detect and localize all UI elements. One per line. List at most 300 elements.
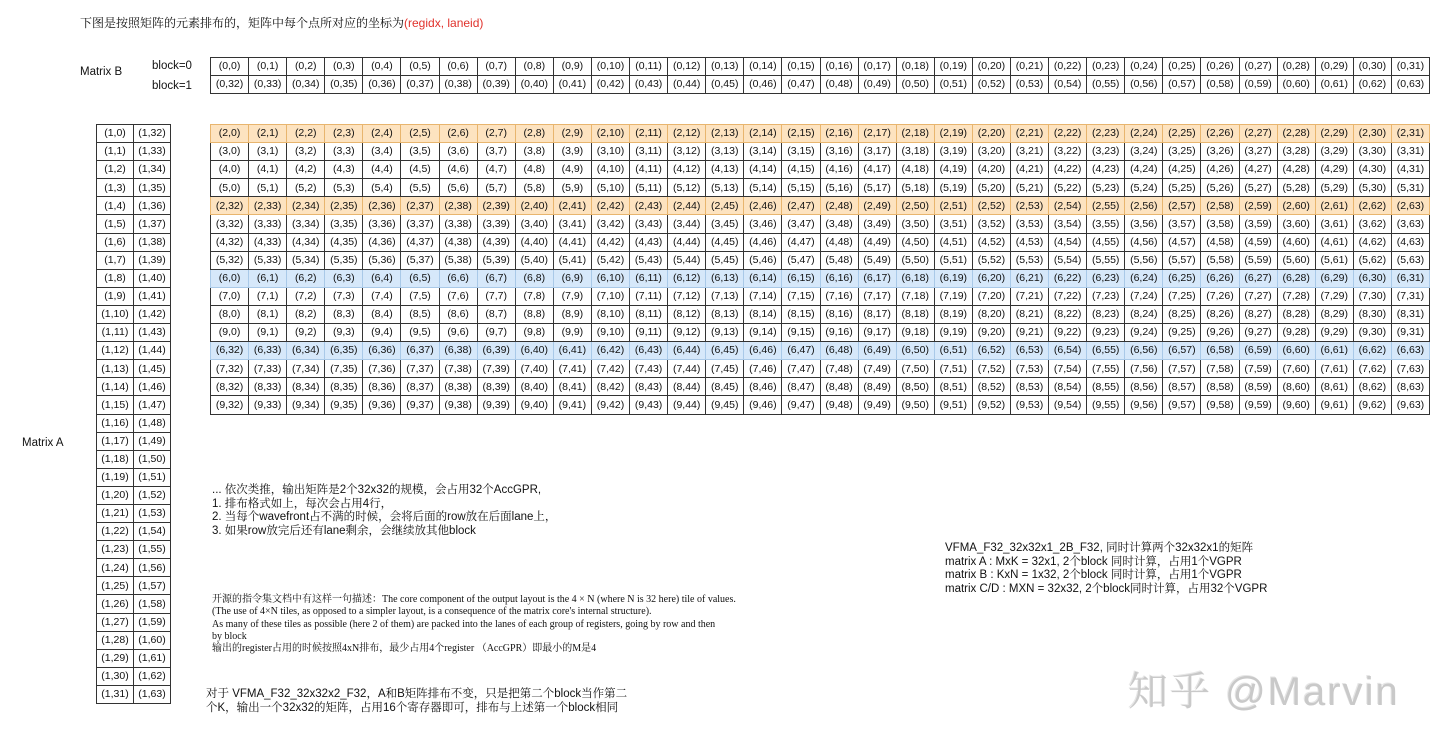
- matrix-cell: (7,32): [211, 360, 249, 378]
- matrix-cell: (9,7): [477, 324, 515, 342]
- matrix-cell: (7,17): [858, 287, 896, 305]
- matrix-cell: (6,21): [1010, 269, 1048, 287]
- matrix-cell: (5,35): [325, 251, 363, 269]
- matrix-cell: (6,9): [553, 269, 591, 287]
- matrix-cell: (6,51): [934, 342, 972, 360]
- matrix-cell: (4,53): [1010, 233, 1048, 251]
- matrix-cell: (5,18): [896, 179, 934, 197]
- matrix-cell: (0,13): [706, 58, 744, 76]
- matrix-cell: (7,35): [325, 360, 363, 378]
- matrix-a-row: [97, 613, 171, 631]
- matrix-cell: (7,62): [1353, 360, 1391, 378]
- matrix-cell: (7,29): [1315, 287, 1353, 305]
- matrix-cell: (6,28): [1277, 269, 1315, 287]
- matrix-cell: (1,7): [97, 251, 134, 269]
- matrix-cell: (9,58): [1201, 396, 1239, 414]
- matrix-cell: (7,46): [744, 360, 782, 378]
- matrix-cell: (9,36): [363, 396, 401, 414]
- matrix-cell: (8,11): [630, 305, 668, 323]
- matrix-cell: (7,51): [934, 360, 972, 378]
- matrix-cell: (1,32): [134, 125, 171, 143]
- matrix-cell: (8,56): [1125, 378, 1163, 396]
- matrix-a-table: [96, 124, 171, 704]
- matrix-cell: (7,37): [401, 360, 439, 378]
- matrix-cell: (9,37): [401, 396, 439, 414]
- matrix-cell: (4,50): [896, 233, 934, 251]
- matrix-cell: (3,13): [706, 143, 744, 161]
- matrix-cell: (2,44): [668, 197, 706, 215]
- matrix-cell: (8,52): [972, 378, 1010, 396]
- matrix-cell: (0,24): [1125, 58, 1163, 76]
- matrix-cell: (3,6): [439, 143, 477, 161]
- matrix-cell: (1,42): [134, 305, 171, 323]
- matrix-cell: (5,1): [249, 179, 287, 197]
- matrix-cell: (5,59): [1239, 251, 1277, 269]
- matrix-cell: (6,2): [287, 269, 325, 287]
- matrix-cell: (3,57): [1163, 215, 1201, 233]
- matrix-cell: (7,18): [896, 287, 934, 305]
- matrix-cell: (9,53): [1010, 396, 1048, 414]
- matrix-cell: (2,12): [668, 125, 706, 143]
- matrix-cell: (1,37): [134, 215, 171, 233]
- matrix-cell: (9,17): [858, 324, 896, 342]
- matrix-cell: (1,54): [134, 523, 171, 541]
- matrix-cell: (4,24): [1125, 161, 1163, 179]
- matrix-cell: (2,32): [211, 197, 249, 215]
- matrix-cell: (4,26): [1201, 161, 1239, 179]
- matrix-cell: (4,21): [1010, 161, 1048, 179]
- matrix-cell: (2,5): [401, 125, 439, 143]
- matrix-cell: (8,4): [363, 305, 401, 323]
- matrix-cell: (1,24): [97, 559, 134, 577]
- matrix-cell: (7,13): [706, 287, 744, 305]
- matrix-cell: (3,46): [744, 215, 782, 233]
- matrix-cell: (2,4): [363, 125, 401, 143]
- matrix-cell: (3,54): [1049, 215, 1087, 233]
- matrix-cell: (0,26): [1201, 58, 1239, 76]
- matrix-cell: (5,3): [325, 179, 363, 197]
- matrix-cell: (1,22): [97, 523, 134, 541]
- matrix-cell: (9,51): [934, 396, 972, 414]
- matrix-cell: (5,10): [591, 179, 629, 197]
- matrix-a-row: [97, 432, 171, 450]
- matrix-cell: (8,34): [287, 378, 325, 396]
- matrix-cell: (1,44): [134, 342, 171, 360]
- matrix-cell: (8,19): [934, 305, 972, 323]
- matrix-cell: (6,3): [325, 269, 363, 287]
- matrix-cell: (3,34): [287, 215, 325, 233]
- matrix-cell: (0,1): [249, 58, 287, 76]
- matrix-cell: (8,12): [668, 305, 706, 323]
- matrix-cell: (7,28): [1277, 287, 1315, 305]
- matrix-cell: (6,1): [249, 269, 287, 287]
- matrix-cell: (6,8): [515, 269, 553, 287]
- matrix-cell: (3,5): [401, 143, 439, 161]
- matrix-cell: (0,49): [858, 76, 896, 94]
- matrix-cell: (8,30): [1353, 305, 1391, 323]
- matrix-cell: (0,54): [1049, 76, 1087, 94]
- matrix-cell: (9,28): [1277, 324, 1315, 342]
- matrix-cell: (2,13): [706, 125, 744, 143]
- matrix-cell: (2,17): [858, 125, 896, 143]
- matrix-cell: (7,14): [744, 287, 782, 305]
- matrix-cell: (9,50): [896, 396, 934, 414]
- matrix-cell: (0,32): [211, 76, 249, 94]
- matrix-cell: (7,38): [439, 360, 477, 378]
- matrix-cell: (4,57): [1163, 233, 1201, 251]
- matrix-cell: (2,63): [1391, 197, 1429, 215]
- matrix-cell: (2,60): [1277, 197, 1315, 215]
- matrix-cell: (3,61): [1315, 215, 1353, 233]
- matrix-cell: (9,30): [1353, 324, 1391, 342]
- matrix-cell: (3,24): [1125, 143, 1163, 161]
- matrix-cell: (9,61): [1315, 396, 1353, 414]
- matrix-cell: (2,50): [896, 197, 934, 215]
- matrix-cell: (1,12): [97, 342, 134, 360]
- matrix-cell: (5,38): [439, 251, 477, 269]
- matrix-cell: (2,27): [1239, 125, 1277, 143]
- matrix-cell: (7,47): [782, 360, 820, 378]
- matrix-cell: (1,20): [97, 486, 134, 504]
- matrix-cell: (8,32): [211, 378, 249, 396]
- matrix-c-row: [211, 342, 1430, 360]
- matrix-cell: (3,26): [1201, 143, 1239, 161]
- matrix-cell: (7,50): [896, 360, 934, 378]
- matrix-cell: (3,44): [668, 215, 706, 233]
- matrix-cell: (9,1): [249, 324, 287, 342]
- matrix-cell: (3,17): [858, 143, 896, 161]
- matrix-cell: (8,24): [1125, 305, 1163, 323]
- vfma-32x32x2-note: 对于 VFMA_F32_32x32x2_F32，A和B矩阵排布不变，只是把第二个block当作第二 个K，输出一个32x32的矩阵，占用16个寄存器即可，排布与上述第一个block相同: [206, 688, 628, 714]
- matrix-cell: (6,33): [249, 342, 287, 360]
- matrix-cell: (0,22): [1049, 58, 1087, 76]
- matrix-cell: (6,14): [744, 269, 782, 287]
- matrix-cell: (2,34): [287, 197, 325, 215]
- matrix-c-row: [211, 360, 1430, 378]
- matrix-cell: (6,36): [363, 342, 401, 360]
- matrix-cell: (9,42): [591, 396, 629, 414]
- matrix-cell: (6,39): [477, 342, 515, 360]
- matrix-cell: (5,14): [744, 179, 782, 197]
- matrix-cell: (4,4): [363, 161, 401, 179]
- matrix-cell: (4,30): [1353, 161, 1391, 179]
- matrix-cell: (5,61): [1315, 251, 1353, 269]
- matrix-cell: (2,29): [1315, 125, 1353, 143]
- matrix-cell: (7,57): [1163, 360, 1201, 378]
- matrix-cell: (2,25): [1163, 125, 1201, 143]
- matrix-c-row: [211, 396, 1430, 414]
- matrix-cell: (4,43): [630, 233, 668, 251]
- matrix-cell: (4,0): [211, 161, 249, 179]
- matrix-cell: (2,3): [325, 125, 363, 143]
- matrix-cell: (6,48): [820, 342, 858, 360]
- matrix-cell: (9,32): [211, 396, 249, 414]
- matrix-cell: (2,33): [249, 197, 287, 215]
- matrix-cell: (5,22): [1049, 179, 1087, 197]
- matrix-cell: (7,8): [515, 287, 553, 305]
- matrix-cell: (8,5): [401, 305, 439, 323]
- matrix-cell: (3,3): [325, 143, 363, 161]
- matrix-c-row: [211, 287, 1430, 305]
- matrix-cell: (6,15): [782, 269, 820, 287]
- matrix-a-row: [97, 305, 171, 323]
- matrix-cell: (3,45): [706, 215, 744, 233]
- matrix-cell: (3,42): [591, 215, 629, 233]
- matrix-cell: (8,44): [668, 378, 706, 396]
- matrix-cell: (6,30): [1353, 269, 1391, 287]
- matrix-cell: (1,40): [134, 269, 171, 287]
- matrix-cell: (7,30): [1353, 287, 1391, 305]
- matrix-cell: (6,57): [1163, 342, 1201, 360]
- matrix-cell: (3,18): [896, 143, 934, 161]
- matrix-cell: (3,58): [1201, 215, 1239, 233]
- matrix-cell: (9,5): [401, 324, 439, 342]
- matrix-cell: (4,32): [211, 233, 249, 251]
- matrix-cell: (5,46): [744, 251, 782, 269]
- matrix-cell: (9,46): [744, 396, 782, 414]
- matrix-cell: (3,29): [1315, 143, 1353, 161]
- matrix-cell: (8,40): [515, 378, 553, 396]
- matrix-cell: (7,7): [477, 287, 515, 305]
- matrix-cell: (5,58): [1201, 251, 1239, 269]
- matrix-a-row: [97, 233, 171, 251]
- matrix-cell: (2,1): [249, 125, 287, 143]
- matrix-cell: (8,22): [1049, 305, 1087, 323]
- matrix-cell: (1,6): [97, 233, 134, 251]
- matrix-cell: (6,53): [1010, 342, 1048, 360]
- matrix-cell: (5,50): [896, 251, 934, 269]
- matrix-cell: (7,26): [1201, 287, 1239, 305]
- matrix-a-row: [97, 161, 171, 179]
- matrix-cell: (1,23): [97, 541, 134, 559]
- matrix-cell: (6,61): [1315, 342, 1353, 360]
- matrix-cell: (3,11): [630, 143, 668, 161]
- matrix-cell: (5,16): [820, 179, 858, 197]
- matrix-cell: (6,54): [1049, 342, 1087, 360]
- matrix-cell: (0,31): [1391, 58, 1429, 76]
- matrix-cell: (7,59): [1239, 360, 1277, 378]
- matrix-cell: (0,45): [706, 76, 744, 94]
- matrix-a-row: [97, 179, 171, 197]
- matrix-cell: (7,39): [477, 360, 515, 378]
- matrix-cell: (5,24): [1125, 179, 1163, 197]
- matrix-cell: (9,34): [287, 396, 325, 414]
- matrix-a-row: [97, 559, 171, 577]
- matrix-cell: (3,9): [553, 143, 591, 161]
- matrix-cell: (3,4): [363, 143, 401, 161]
- matrix-cell: (0,44): [668, 76, 706, 94]
- matrix-cell: (4,49): [858, 233, 896, 251]
- matrix-cell: (3,38): [439, 215, 477, 233]
- matrix-a-row: [97, 685, 171, 703]
- matrix-cell: (2,62): [1353, 197, 1391, 215]
- matrix-cell: (1,50): [134, 450, 171, 468]
- matrix-cell: (5,55): [1087, 251, 1125, 269]
- matrix-cell: (6,45): [706, 342, 744, 360]
- matrix-cell: (4,62): [1353, 233, 1391, 251]
- matrix-cell: (8,26): [1201, 305, 1239, 323]
- matrix-cell: (4,19): [934, 161, 972, 179]
- matrix-cell: (2,55): [1087, 197, 1125, 215]
- matrix-cell: (3,40): [515, 215, 553, 233]
- matrix-cell: (4,58): [1201, 233, 1239, 251]
- matrix-cell: (3,10): [591, 143, 629, 161]
- matrix-cell: (5,31): [1391, 179, 1429, 197]
- matrix-cell: (0,40): [515, 76, 553, 94]
- matrix-cell: (9,55): [1087, 396, 1125, 414]
- matrix-cell: (1,51): [134, 468, 171, 486]
- matrix-cell: (8,42): [591, 378, 629, 396]
- matrix-cell: (0,62): [1353, 76, 1391, 94]
- matrix-cell: (3,48): [820, 215, 858, 233]
- matrix-cell: (1,14): [97, 378, 134, 396]
- matrix-cell: (4,9): [553, 161, 591, 179]
- matrix-cell: (4,13): [706, 161, 744, 179]
- matrix-cell: (2,16): [820, 125, 858, 143]
- matrix-cell: (1,30): [97, 667, 134, 685]
- vfma-32x32x1-note: VFMA_F32_32x32x1_2B_F32, 同时计算两个32x32x1的矩阵 matrix A : MxK = 32x1, 2个block 同时计算，占用1个VGPR matrix B : KxN = 1x32, 2个block 同时计算，占用1个VGPR matrix C/D : MXN = 32x32, 2个block同时计算，占用32个VGPR: [945, 542, 1268, 595]
- matrix-cell: (7,15): [782, 287, 820, 305]
- matrix-cell: (8,60): [1277, 378, 1315, 396]
- matrix-cell: (1,58): [134, 595, 171, 613]
- matrix-cell: (3,60): [1277, 215, 1315, 233]
- matrix-cell: (4,51): [934, 233, 972, 251]
- matrix-cell: (5,25): [1163, 179, 1201, 197]
- matrix-cell: (4,25): [1163, 161, 1201, 179]
- matrix-cell: (7,27): [1239, 287, 1277, 305]
- matrix-a-row: [97, 577, 171, 595]
- matrix-a-row: [97, 360, 171, 378]
- matrix-cell: (0,61): [1315, 76, 1353, 94]
- matrix-cell: (5,37): [401, 251, 439, 269]
- matrix-cell: (5,20): [972, 179, 1010, 197]
- matrix-a-row: [97, 215, 171, 233]
- matrix-cell: (0,38): [439, 76, 477, 94]
- matrix-cell: (0,18): [896, 58, 934, 76]
- matrix-a-row: [97, 378, 171, 396]
- matrix-cell: (1,41): [134, 287, 171, 305]
- matrix-cell: (0,50): [896, 76, 934, 94]
- matrix-cell: (8,53): [1010, 378, 1048, 396]
- matrix-cell: (4,7): [477, 161, 515, 179]
- matrix-cell: (1,28): [97, 631, 134, 649]
- matrix-cell: (2,7): [477, 125, 515, 143]
- matrix-cell: (9,48): [820, 396, 858, 414]
- matrix-cell: (4,42): [591, 233, 629, 251]
- matrix-a-row: [97, 468, 171, 486]
- matrix-cell: (6,58): [1201, 342, 1239, 360]
- matrix-cell: (6,4): [363, 269, 401, 287]
- matrix-cell: (1,16): [97, 414, 134, 432]
- matrix-cell: (8,55): [1087, 378, 1125, 396]
- matrix-cell: (7,58): [1201, 360, 1239, 378]
- matrix-cell: (3,47): [782, 215, 820, 233]
- matrix-cell: (2,49): [858, 197, 896, 215]
- matrix-cell: (2,47): [782, 197, 820, 215]
- matrix-cell: (4,31): [1391, 161, 1429, 179]
- matrix-cell: (2,28): [1277, 125, 1315, 143]
- matrix-cell: (7,19): [934, 287, 972, 305]
- matrix-cell: (9,62): [1353, 396, 1391, 414]
- matrix-cell: (7,4): [363, 287, 401, 305]
- matrix-cell: (7,6): [439, 287, 477, 305]
- matrix-c-row: [211, 143, 1430, 161]
- matrix-cell: (6,50): [896, 342, 934, 360]
- matrix-a-row: [97, 523, 171, 541]
- matrix-cell: (6,25): [1163, 269, 1201, 287]
- matrix-cell: (8,10): [591, 305, 629, 323]
- page-title: 下图是按照矩阵的元素排布的，矩阵中每个点所对应的坐标为(regidx, laneid): [80, 16, 484, 30]
- matrix-cell: (9,8): [515, 324, 553, 342]
- matrix-a-row: [97, 396, 171, 414]
- matrix-cell: (6,35): [325, 342, 363, 360]
- matrix-cell: (9,3): [325, 324, 363, 342]
- matrix-cell: (2,2): [287, 125, 325, 143]
- matrix-cell: (2,42): [591, 197, 629, 215]
- matrix-cell: (2,45): [706, 197, 744, 215]
- matrix-c-row: [211, 179, 1430, 197]
- matrix-cell: (0,2): [287, 58, 325, 76]
- matrix-cell: (5,5): [401, 179, 439, 197]
- matrix-cell: (6,5): [401, 269, 439, 287]
- matrix-cell: (2,48): [820, 197, 858, 215]
- matrix-cell: (1,43): [134, 324, 171, 342]
- matrix-cell: (5,11): [630, 179, 668, 197]
- zhihu-watermark: 知乎 @Marvin: [1128, 670, 1400, 714]
- matrix-cell: (1,27): [97, 613, 134, 631]
- matrix-cell: (9,39): [477, 396, 515, 414]
- matrix-cell: (3,27): [1239, 143, 1277, 161]
- matrix-cell: (6,27): [1239, 269, 1277, 287]
- matrix-cell: (7,43): [630, 360, 668, 378]
- matrix-cell: (6,6): [439, 269, 477, 287]
- matrix-c-row: [211, 233, 1430, 251]
- matrix-cell: (0,14): [744, 58, 782, 76]
- matrix-cell: (0,20): [972, 58, 1010, 76]
- matrix-cell: (1,9): [97, 287, 134, 305]
- matrix-cell: (7,33): [249, 360, 287, 378]
- matrix-cell: (4,48): [820, 233, 858, 251]
- matrix-cell: (5,26): [1201, 179, 1239, 197]
- matrix-cell: (1,17): [97, 432, 134, 450]
- matrix-cell: (8,1): [249, 305, 287, 323]
- matrix-cell: (0,3): [325, 58, 363, 76]
- matrix-cell: (9,11): [630, 324, 668, 342]
- matrix-cell: (7,49): [858, 360, 896, 378]
- matrix-cell: (2,19): [934, 125, 972, 143]
- matrix-cell: (2,52): [972, 197, 1010, 215]
- matrix-cell: (8,57): [1163, 378, 1201, 396]
- matrix-cell: (5,34): [287, 251, 325, 269]
- matrix-cell: (0,35): [325, 76, 363, 94]
- matrix-cell: (1,21): [97, 504, 134, 522]
- matrix-cell: (5,8): [515, 179, 553, 197]
- matrix-cell: (8,43): [630, 378, 668, 396]
- matrix-cell: (2,39): [477, 197, 515, 215]
- matrix-cell: (5,51): [934, 251, 972, 269]
- matrix-cell: (1,1): [97, 143, 134, 161]
- matrix-cell: (8,20): [972, 305, 1010, 323]
- matrix-cell: (3,33): [249, 215, 287, 233]
- matrix-cell: (7,11): [630, 287, 668, 305]
- matrix-cell: (2,53): [1010, 197, 1048, 215]
- matrix-a-row: [97, 595, 171, 613]
- matrix-cell: (8,13): [706, 305, 744, 323]
- matrix-cell: (9,12): [668, 324, 706, 342]
- matrix-cell: (4,2): [287, 161, 325, 179]
- matrix-cell: (6,0): [211, 269, 249, 287]
- matrix-cell: (3,39): [477, 215, 515, 233]
